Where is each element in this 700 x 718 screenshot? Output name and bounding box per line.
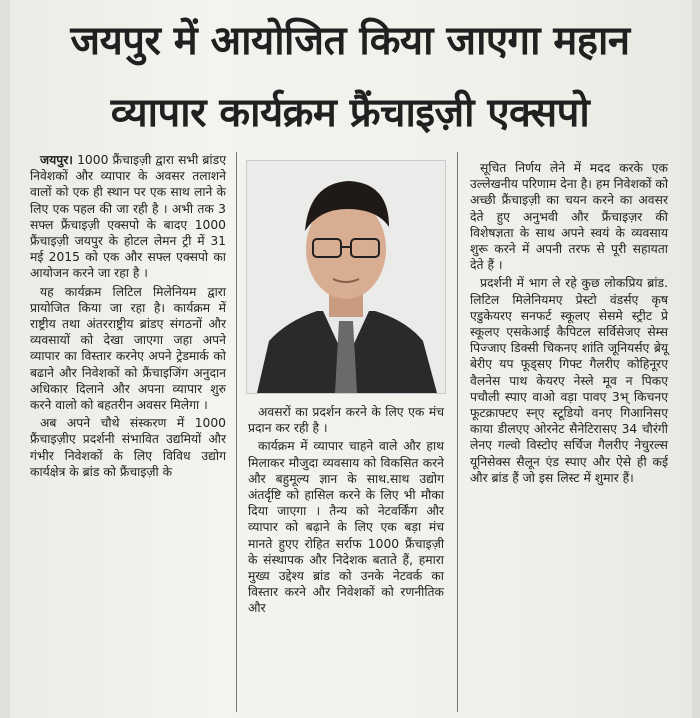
article-paragraph: प्रदर्शनी में भाग ले रहे कुछ लोकप्रिय ब्रांड. लिटिल मिलेनियमए प्रेस्टो वंडर्सए कृष एडुकेयरए सनफर्ट स्कूलए सेसमे स्ट्रीट प्रे स्कूलए एसकेआई कैपिटल सर्विसेजए सेम्स पिज्जाए डिक्सी चिकनए शांति जूनियर्सए ब्रेयू बेरीए यप फूड्सए गिफ्ट गैलरीए कोहिनूरए वैलनेस पाथ केयरए नेस्ले मूव न पिकए पचौली स्पाए वाओ वड़ा पावए 3भ् किचनए फूटक्राफ्टए स्न्ए स्टूडियो वनए गिआनिसए काया डीलएए ओरनेट सैनेटिरासए 34 चौरंगी लेनए गल्वो विस्टोए सर्चिज गैलरीए नेचुरल्स यूनिसेक्स सैलून एंड स्पाए और ऐसे ही कई और ब्रांड हैं जो इस लिस्ट में शुमार हैं। [470, 276, 668, 485]
portrait-photo-icon [247, 161, 445, 393]
article-paragraph: सूचित निर्णय लेने में मदद करके एक उल्लेखनीय परिणाम देना है। हम निवेशकों को अच्छी फ्रैंचाइज़ी का चयन करने का अवसर देते हुए अनुभवी और फ्रैंचाइज़र की विशेषज्ञता के साथ अपने स्वयं के व्यवसाय शुरू करने में अपनी तरफ से पूरी सहायता देते हैं । [470, 161, 668, 273]
article-paragraph: अवसरों का प्रदर्शन करने के लिए एक मंच प्रदान कर रही है । [248, 405, 444, 436]
article-column-3 [470, 160, 668, 488]
column-rule-1 [236, 152, 237, 712]
column-rule-2 [457, 152, 458, 712]
page-edge-left [0, 0, 10, 718]
portrait-photo [246, 160, 446, 394]
headline-line-1: जयपुर में आयोजित किया जाएगा महान [70, 18, 630, 64]
article-column-1 [30, 152, 226, 482]
dateline: जयपुर। [40, 153, 73, 167]
article-column-2 [248, 404, 444, 619]
article-paragraph: जयपुर। 1000 फ्रैंचाइज़ी द्वारा सभी ब्रांडए निवेशकों और व्यापार के अवसर तलाशने वालों को एक ही स्थान पर एक साथ लाने के लिए एक पहल की जा रही है । अभी तक 3 सफ्ल फ्रैंचाइज़ी एक्सपो के बादए 1000 फ्रैंचाइज़ी जयपुर के होटल लेमन ट्री में 31 मई 2015 को एक और सफ्ल एक्सपो का आयोजन करने जा रहा है । [30, 153, 226, 281]
page-edge-right [692, 0, 700, 718]
article-paragraph: कार्यक्रम में व्यापार चाहने वाले और हाथ मिलाकर मौजुदा व्यवसाय को विकसित करने और बहुमूल्य ज्ञान के साथ.साथ उद्योग अंतर्दृष्टि को हासिल करने के लिए भी मौका दिया जाएगा । तैन्य को नेटवर्किंग और व्यापार को बढ़ाने के लिए एक बड़ा मंच मानते हुएए रोहित सर्राफ 1000 फ्रैंचाइज़ी के संस्थापक और निदेशक बताते हैं, हमारा मुख्य उद्देश्य ब्रांड को उनके नेटवर्क का विस्तार करने और निवेशकों को रणनीतिक और [248, 439, 444, 616]
article-paragraph: अब अपने चौथे संस्करण में 1000 फ्रैंचाइज़ीए प्रदर्शनी संभावित उद्यमियों और गंभीर निवेशकों के लिए विविध उद्योग कार्यक्षेत्र के ब्रांड को फ्रैंचाइज़ी के [30, 416, 226, 479]
headline-line-2: व्यापार कार्यक्रम फ्रैंचाइज़ी एक्सपो [110, 90, 590, 136]
article-paragraph: यह कार्यक्रम लिटिल मिलेनियम द्वारा प्रायोजित किया जा रहा है। कार्यक्रम में राष्ट्रीय तथा अंतरराष्ट्रीय ब्रांडए संगठनों और व्यवसायों को देखा जाएगा जहा अपने व्यापार का विस्तार करनेए अपने ट्रेडमार्क को बढाने और निवेशकों को फ्रैंचाइजिंग अनुदान अधिकार दिलाने और अपना व्यापार शुरु करने वालो को बहतरीन अवसर मिलेगा । [30, 284, 226, 413]
